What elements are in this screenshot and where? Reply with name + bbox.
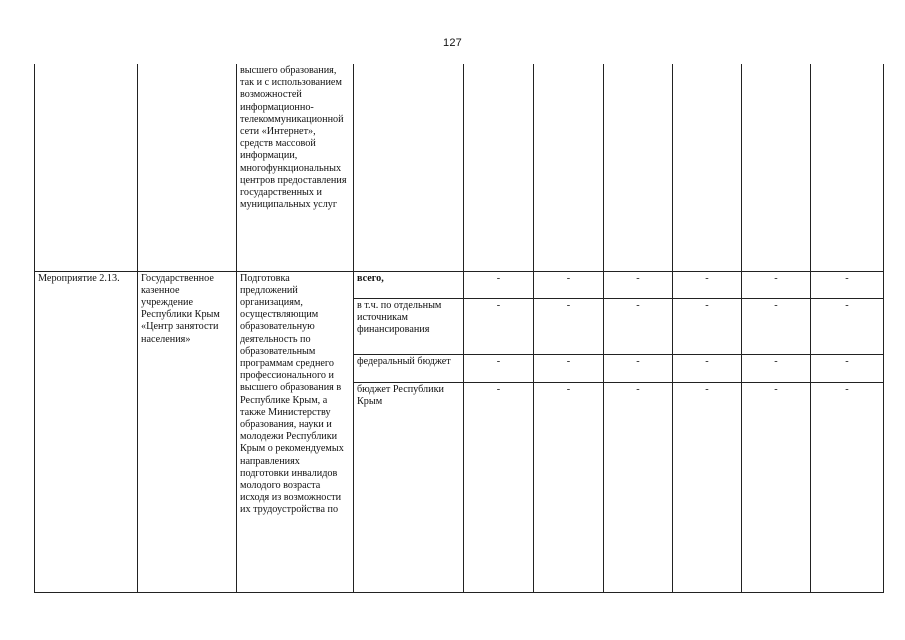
value-cell: - bbox=[464, 382, 534, 592]
value-cell: - bbox=[604, 354, 673, 382]
measure-description: Подготовка предложений организациям, осуществляющим образовательную деятельность по образовательным программам среднего профессионального и высшего образования в Республике Крым, а также Министерству образования, науки и молодежи Республики Крым о рекомендуемых направлениях подготовки инвалидов молодого возраста исходя из возможности их трудоустройства по bbox=[237, 271, 354, 592]
value-cell: - bbox=[742, 298, 811, 354]
value-cell: - bbox=[534, 354, 604, 382]
value-cell: - bbox=[742, 382, 811, 592]
value-cell: - bbox=[464, 354, 534, 382]
value-cell: - bbox=[673, 382, 742, 592]
funding-source: в т.ч. по отдельным источникам финансирования bbox=[354, 298, 464, 354]
measure-executor: Государственное казенное учреждение Республики Крым «Центр занятости населения» bbox=[138, 271, 237, 592]
funding-source: федеральный бюджет bbox=[354, 354, 464, 382]
value-cell: - bbox=[811, 298, 884, 354]
funding-source: всего, bbox=[354, 271, 464, 298]
code-cell bbox=[35, 64, 138, 271]
value-cell: - bbox=[811, 271, 884, 298]
executor-cell bbox=[138, 64, 237, 271]
value-cell: - bbox=[811, 382, 884, 592]
value-cell: - bbox=[534, 271, 604, 298]
value-cell: - bbox=[604, 298, 673, 354]
value-cell: - bbox=[742, 271, 811, 298]
value-cell: - bbox=[673, 271, 742, 298]
value-cell: - bbox=[604, 271, 673, 298]
value-cell: - bbox=[534, 298, 604, 354]
value-cell: - bbox=[673, 298, 742, 354]
value-cell: - bbox=[673, 354, 742, 382]
measure-code: Мероприятие 2.13. bbox=[35, 271, 138, 592]
value-cell: - bbox=[742, 354, 811, 382]
value-cell: - bbox=[811, 354, 884, 382]
value-cell: - bbox=[534, 382, 604, 592]
value-cell: - bbox=[604, 382, 673, 592]
value-cell: - bbox=[464, 271, 534, 298]
table-row bbox=[35, 271, 884, 298]
financing-table bbox=[34, 64, 884, 593]
table-row bbox=[35, 64, 884, 271]
page-number: 127 bbox=[443, 37, 462, 49]
funding-source: бюджет Республики Крым bbox=[354, 382, 464, 592]
value-cell: - bbox=[464, 298, 534, 354]
description-cell: высшего образования, так и с использованием возможностей информационно-телекоммуникационной сети «Интернет», средств массовой информации, многофункциональных центров предоставления государственных и муниципальных услуг bbox=[237, 64, 354, 271]
source-cell bbox=[354, 64, 464, 271]
